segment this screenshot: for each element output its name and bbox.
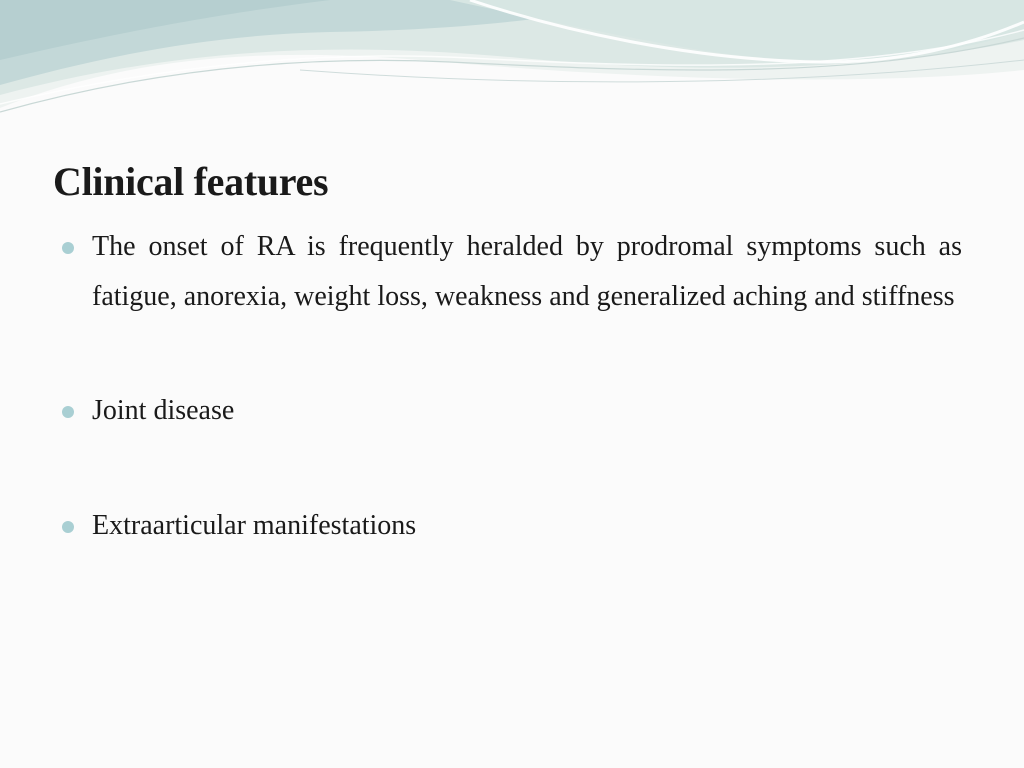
bullet-dot-icon bbox=[62, 521, 74, 533]
bullet-item bbox=[62, 386, 962, 436]
bullet-dot-icon bbox=[62, 242, 74, 254]
bullet-text: Joint disease bbox=[92, 395, 235, 426]
bullet-item bbox=[62, 501, 962, 551]
bullet-text: Extraarticular manifestations bbox=[92, 509, 417, 541]
bullet-text: The onset of RA is frequently heralded by prodromal symptoms such as fatigue, anorexia, weight loss, weakness and generalized aching and stiffness bbox=[92, 231, 962, 312]
bullet-item bbox=[62, 222, 962, 321]
bullet-dot-icon bbox=[62, 406, 74, 418]
bullet-list bbox=[62, 222, 962, 550]
header-wave-decoration bbox=[0, 0, 1024, 140]
slide-title: Clinical features bbox=[53, 159, 329, 204]
